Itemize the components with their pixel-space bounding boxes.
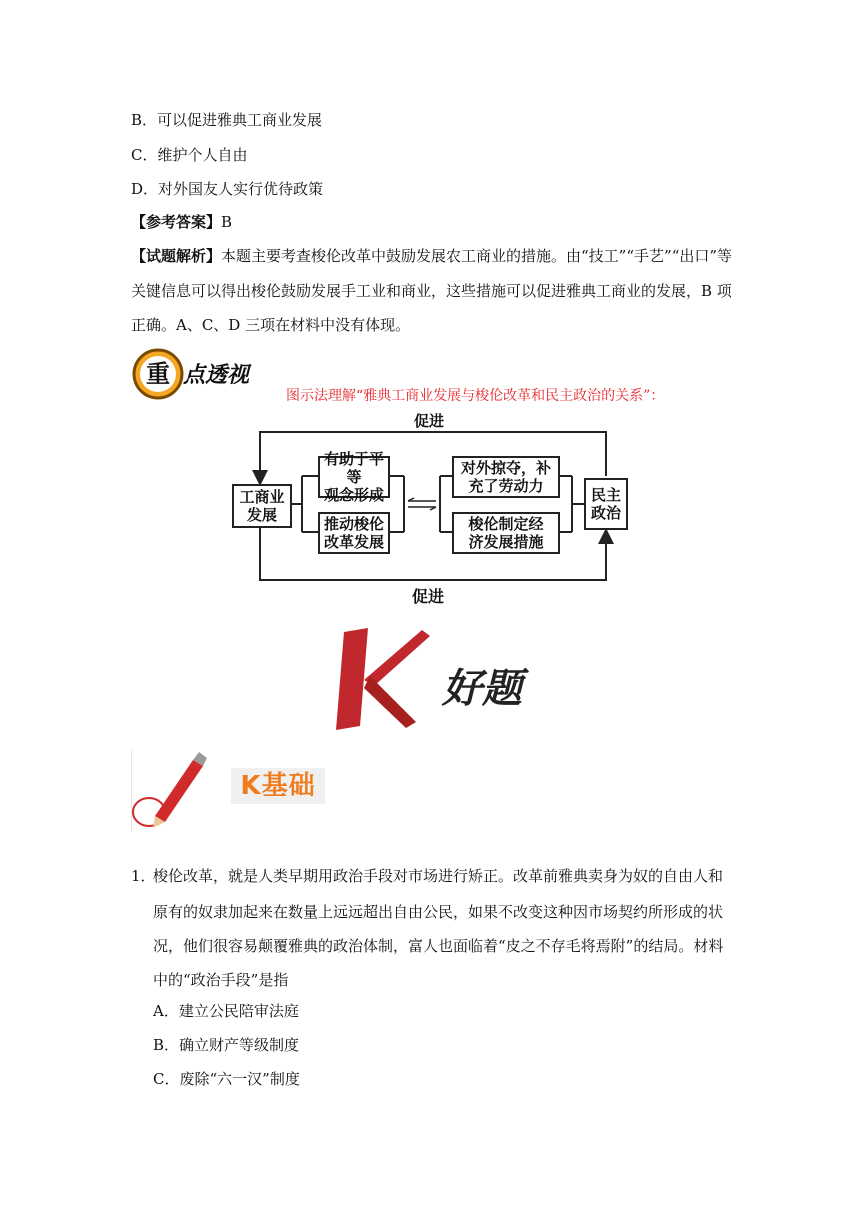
box-equality-concept: 有助于平等 观念形成	[318, 456, 390, 498]
k-basics-label: K基础	[231, 768, 325, 804]
option-d-prev: D．对外国友人实行优待政策	[131, 180, 324, 198]
question-line-3: 况，他们很容易颠覆雅典的政治体制，富人也面临着“皮之不存毛将焉附”的结局。材料	[153, 937, 724, 955]
logo-text: 好题	[442, 665, 522, 712]
analysis-line-3: 正确。A、C、D 三项在材料中没有体现。	[131, 316, 411, 334]
question-number: 1．	[131, 867, 156, 885]
option-c: C．废除“六一汉”制度	[153, 1070, 300, 1088]
option-b: B．确立财产等级制度	[153, 1036, 300, 1054]
box-democracy: 民主 政治	[584, 478, 628, 530]
question-line-4: 中的“政治手段”是指	[153, 971, 289, 989]
option-c-prev: C．维护个人自由	[131, 146, 248, 164]
key-points-badge	[131, 346, 271, 402]
reference-answer	[131, 212, 232, 232]
analysis-label: 【试题解析】	[131, 247, 222, 265]
red-pen-icon	[131, 750, 207, 832]
analysis-line-1: 【试题解析】本题主要考查梭伦改革中鼓励发展农工商业的措施。由“技工”“手艺”“出口”等	[131, 247, 733, 265]
k-good-questions-logo	[330, 622, 530, 732]
top-arrow-label: 促进	[414, 412, 445, 430]
question-line-1: 梭伦改革，就是人类早期用政治手段对市场进行矫正。改革前雅典卖身为奴的自由人和	[153, 867, 724, 885]
bottom-arrow-label: 促进	[412, 587, 445, 606]
answer-value: B	[221, 213, 233, 231]
diagram-caption: 图示法理解“雅典工商业发展与梭伦改革和民主政治的关系”：	[286, 388, 665, 404]
badge-char: 重	[146, 360, 170, 388]
box-economic-measures: 梭伦制定经 济发展措施	[452, 512, 560, 554]
box-plunder-labor: 对外掠夺，补 充了劳动力	[452, 456, 560, 498]
question-line-2: 原有的奴隶加起来在数量上远远超出自由公民，如果不改变这种因市场契约所形成的状	[153, 903, 724, 921]
badge-text: 点透视	[183, 363, 250, 388]
option-a: A．建立公民陪审法庭	[153, 1002, 299, 1020]
answer-label: 【参考答案】	[131, 213, 222, 231]
box-promote-reform: 推动梭伦 改革发展	[318, 512, 390, 554]
option-b-prev: B．可以促进雅典工商业发展	[131, 111, 323, 129]
relationship-diagram	[228, 408, 634, 608]
analysis-line-2: 关键信息可以得出梭伦鼓励发展手工业和商业，这些措施可以促进雅典工商业的发展，B 项	[131, 282, 732, 300]
box-commerce-development: 工商业 发展	[232, 484, 292, 528]
